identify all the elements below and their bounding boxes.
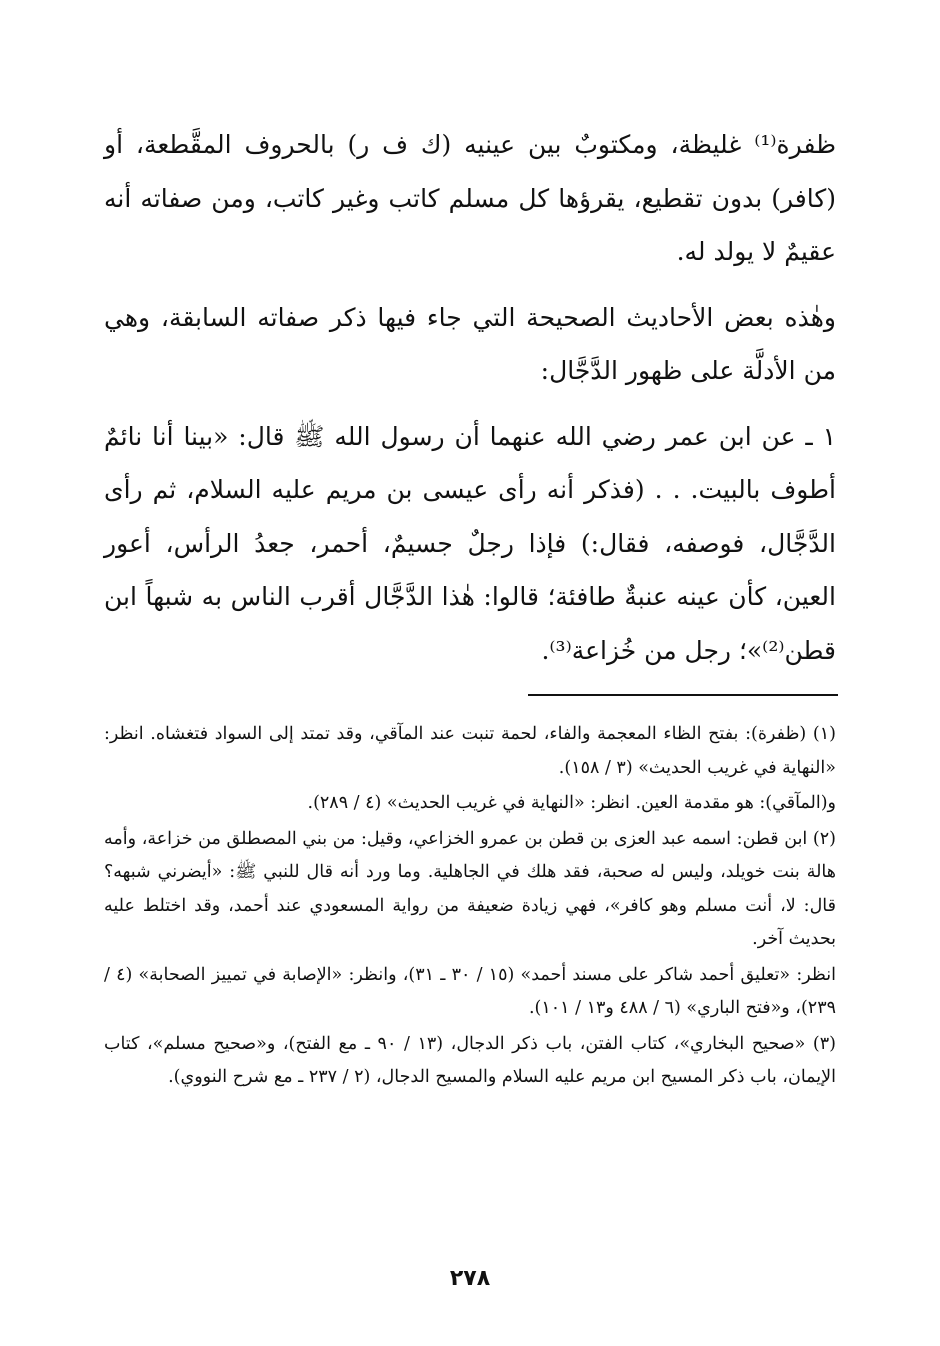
main-text	[104, 118, 836, 677]
footnote-2-cont: انظر: «تعليق أحمد شاكر على مسند أحمد» (١٥ / ٣٠ ـ ٣١)، وانظر: «الإصابة في تمييز الصحابة» (٤ / ٢٣٩)، و«فتح الباري» (٦ / ٤٨٨ و١٣ / ١٠١).	[104, 964, 836, 1018]
footnote-3: (٣) «صحيح البخاري»، كتاب الفتن، باب ذكر الدجال، (١٣ / ٩٠ ـ مع الفتح)، و«صحيح مسلم»، كتاب الإيمان، باب ذكر المسيح ابن مريم عليه السلام والمسيح الدجال، (٢ / ٢٣٧ ـ مع شرح النووي).	[104, 1033, 836, 1087]
footnote-1: (١) (ظفرة): بفتح الظاء المعجمة والفاء، لحمة تنبت عند المآقي، وقد تمتد إلى السواد فتغشاه. انظر: «النهاية في غريب الحديث» (٣ / ١٥٨).	[104, 724, 836, 778]
footnote-separator	[528, 694, 838, 696]
footnote-2: (٢) ابن قطن: اسمه عبد العزى بن قطن بن عمرو الخزاعي، وقيل: من بني المصطلق من خزاعة، وأمه هالة بنت خويلد، وليس له صحبة، فقد هلك في الجاهلية. وما ورد أنه قال للنبي ﷺ: «أيضرني شبهه؟ قال: لا، أنت مسلم وهو كافر»، فهي زيادة ضعيفة من رواية المسعودي عند أحمد، وقد اختلط عليه بحديث آخر.	[104, 828, 836, 949]
footnote-1-cont: و(المآقي): هو مقدمة العين. انظر: «النهاية في غريب الحديث» (٤ / ٢٨٩).	[307, 793, 836, 813]
footnotes	[104, 718, 836, 1095]
paragraph-1: ظفرة⁽¹⁾ غليظة، ومكتوبٌ بين عينيه (ك ف ر) بالحروف المقَّطعة، أو (كافر) بدون تقطيع، يقرؤها كل مسلم كاتب وغير كاتب، ومن صفاته أنه عقيمٌ لا يولد له.	[104, 130, 836, 266]
page-number: ٢٧٨	[449, 1266, 491, 1291]
paragraph-2: وهٰذه بعض الأحاديث الصحيحة التي جاء فيها ذكر صفاته السابقة، وهي من الأدلَّة على ظهور الدَّجَّال:	[104, 302, 836, 385]
paragraph-3-hadith: ١ ـ عن ابن عمر رضي الله عنهما أن رسول الله ﷺ قال: «بينا أنا نائمٌ أطوف بالبيت. . . (فذكر أنه رأى عيسى بن مريم عليه السلام، ثم رأى الدَّجَّال، فوصفه، فقال:) فإذا رجلٌ جسيمٌ، أحمر، جعدُ الرأس، أعور العين، كأن عينه عنبةٌ طافئة؛ قالوا: هٰذا الدَّجَّال أقرب الناس به شبهاً ابن قطن⁽²⁾»؛ رجل من خُزاعة⁽³⁾.	[104, 421, 836, 665]
